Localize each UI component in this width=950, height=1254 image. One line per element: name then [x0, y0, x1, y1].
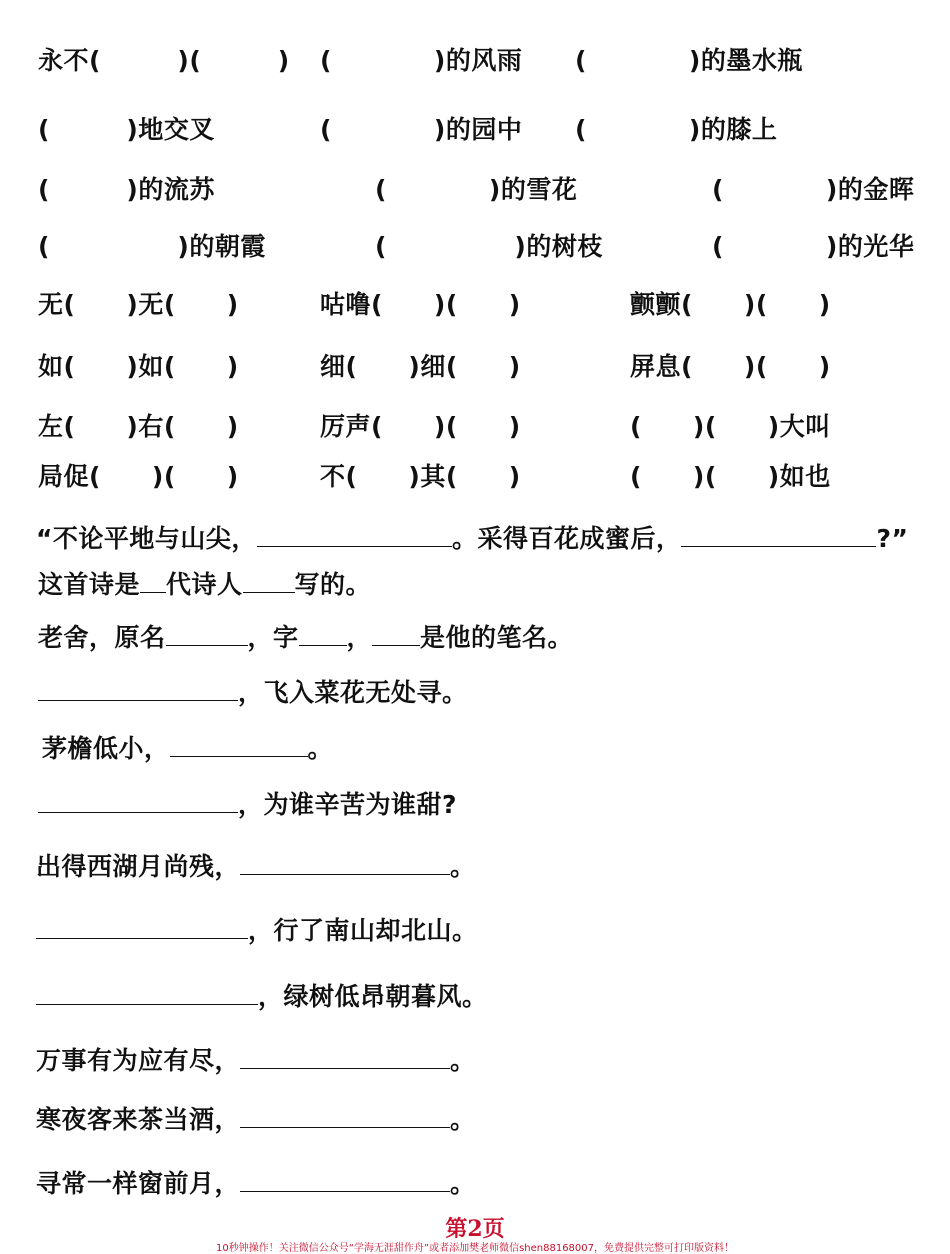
- vocab-item: ( )的流苏: [38, 175, 215, 204]
- vocab-item: ( )地交叉: [38, 115, 215, 144]
- vocab-item: 不( )其( ): [320, 462, 521, 491]
- fill-text: 寒夜客来茶当酒，: [36, 1105, 241, 1134]
- fill-text: 。: [450, 852, 476, 881]
- vocab-item: 局促( )( ): [38, 462, 239, 491]
- answer-blank[interactable]: [36, 916, 248, 939]
- answer-blank[interactable]: [372, 623, 420, 646]
- vocab-item: 如( )如( ): [38, 352, 239, 381]
- vocab-item: 永不( )( ): [38, 46, 290, 75]
- fill-text: 。: [450, 1046, 476, 1075]
- answer-blank[interactable]: [681, 524, 876, 547]
- fill-text: 茅檐低小，: [42, 734, 170, 763]
- vocab-item: ( )的墨水瓶: [575, 46, 803, 75]
- vocab-item: ( )的园中: [320, 115, 523, 144]
- fill-text: ?”: [876, 524, 909, 553]
- vocab-item: 左( )右( ): [38, 412, 239, 441]
- vocab-item: ( )的金晖: [712, 175, 915, 204]
- vocab-item: ( )的雪花: [375, 175, 578, 204]
- fill-text: 。采得百花成蜜后，: [451, 524, 682, 553]
- vocab-item: 无( )无( ): [38, 290, 239, 319]
- fill-line: [36, 852, 476, 882]
- fill-line: [36, 982, 488, 1012]
- vocab-item: ( )( )大叫: [630, 412, 831, 441]
- vocab-item: ( )的树枝: [375, 232, 603, 261]
- vocab-item: 细( )细( ): [320, 352, 521, 381]
- vocab-item: 咕噜( )( ): [320, 290, 521, 319]
- answer-blank[interactable]: [36, 982, 258, 1005]
- fill-text: 出得西湖月尚残，: [36, 852, 241, 881]
- vocab-item: ( )( )如也: [630, 462, 831, 491]
- fill-text: 老舍，原名: [38, 623, 166, 652]
- footer-note: 10秒钟操作！关注微信公众号“学海无涯甜作舟”或者添加樊老师微信shen88168007，免费提供完整可打印版资料！: [215, 1243, 735, 1254]
- fill-text: ，字: [247, 623, 299, 652]
- fill-line: [36, 1169, 476, 1199]
- fill-line: [36, 1105, 476, 1135]
- fill-line: [38, 678, 468, 708]
- fill-line: [36, 524, 908, 554]
- vocab-item: ( )的风雨: [320, 46, 523, 75]
- vocab-item: 厉声( )( ): [320, 412, 521, 441]
- vocab-item: 屏息( )( ): [630, 352, 831, 381]
- fill-text: 。: [307, 734, 334, 763]
- fill-text: 代诗人: [166, 570, 243, 599]
- fill-text: 。: [450, 1105, 476, 1134]
- fill-text: ，绿树低昂朝暮风。: [258, 982, 488, 1011]
- fill-text: ，飞入菜花无处寻。: [238, 678, 468, 707]
- fill-text: 这首诗是: [38, 570, 141, 599]
- page-number: 第2页: [445, 1216, 505, 1242]
- fill-text: 写的。: [294, 570, 372, 599]
- answer-blank[interactable]: [240, 852, 450, 875]
- answer-blank[interactable]: [240, 1105, 450, 1128]
- answer-blank[interactable]: [38, 678, 238, 701]
- fill-text: ，行了南山却北山。: [248, 916, 478, 945]
- fill-text: 寻常一样窗前月，: [36, 1169, 241, 1198]
- vocab-item: ( )的光华: [712, 232, 915, 261]
- vocab-item: ( )的膝上: [575, 115, 778, 144]
- fill-line: [36, 1046, 476, 1076]
- fill-text: ，为谁辛苦为谁甜?: [238, 790, 458, 819]
- fill-line: [38, 790, 457, 820]
- fill-line: [38, 570, 371, 600]
- fill-line: [36, 916, 478, 946]
- answer-blank[interactable]: [240, 1169, 450, 1192]
- answer-blank[interactable]: [299, 623, 347, 646]
- fill-text: 万事有为应有尽，: [36, 1046, 241, 1075]
- answer-blank[interactable]: [240, 1046, 450, 1069]
- fill-line: [42, 734, 333, 764]
- fill-text: “不论平地与山尖，: [36, 524, 257, 553]
- answer-blank[interactable]: [38, 790, 238, 813]
- vocab-item: ( )的朝霞: [38, 232, 266, 261]
- answer-blank[interactable]: [257, 524, 452, 547]
- answer-blank[interactable]: [140, 570, 166, 593]
- fill-line: [38, 623, 573, 653]
- vocab-item: 颤颤( )( ): [630, 290, 831, 319]
- fill-text: ，: [346, 623, 373, 652]
- fill-text: 是他的笔名。: [420, 623, 574, 652]
- answer-blank[interactable]: [243, 570, 295, 593]
- answer-blank[interactable]: [170, 734, 308, 757]
- answer-blank[interactable]: [166, 623, 248, 646]
- fill-text: 。: [450, 1169, 476, 1198]
